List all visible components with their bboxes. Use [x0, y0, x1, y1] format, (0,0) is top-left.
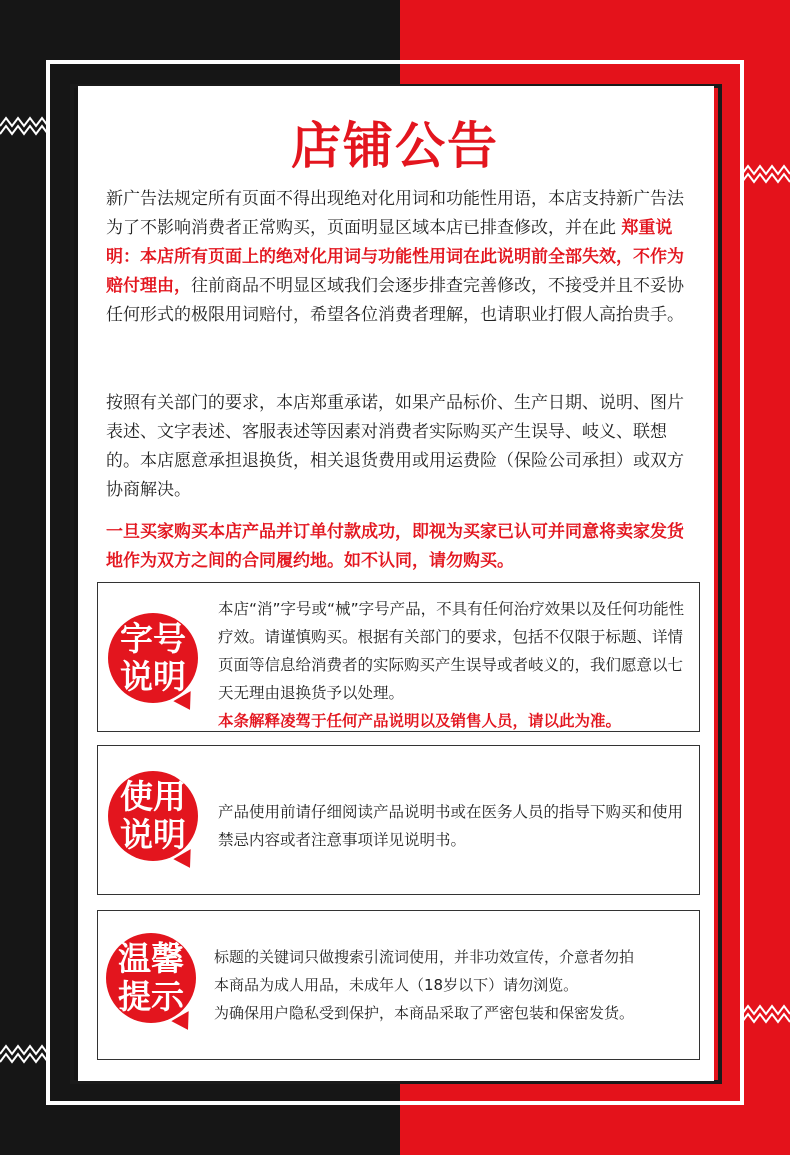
tip-line-1: 标题的关键词只做搜索引流词使用，并非功效宣传，介意者勿拍	[214, 948, 635, 966]
badge-line-1: 温馨	[118, 939, 184, 978]
notice-paragraph-1	[106, 185, 698, 330]
badge-line-1: 使用	[120, 777, 186, 816]
badge-tips	[106, 933, 196, 1023]
badge-line-2: 提示	[118, 977, 184, 1016]
paragraph-1-red-statement: 郑重说明：本店所有页面上的绝对化用词与功能性用词在此说明前全部失效，不作为赔付理由，	[106, 218, 684, 296]
box-1-body: 本店“消”字号或“械”字号产品，不具有任何治疗效果以及任何功能性疗效。请谨慎购买。根据有关部门的要求，包括不仅限于标题、详情页面等信息给消费者的实际购买产生误导或者岐义的，我们愿意以七天无理由退换货予以处理。	[218, 600, 685, 702]
box-3-text	[214, 943, 696, 1027]
tip-line-2: 本商品为成人用品，未成年人（18岁以下）请勿浏览。	[214, 976, 579, 994]
badge-usage	[108, 771, 198, 861]
badge-trademark	[108, 613, 198, 703]
page-title: 店铺公告	[291, 117, 499, 175]
badge-line-2: 说明	[120, 815, 186, 854]
info-box-usage	[97, 745, 700, 895]
zigzag-left-bottom-decoration	[0, 1040, 48, 1066]
info-box-trademark	[97, 582, 700, 732]
badge-line-2: 说明	[120, 657, 186, 696]
notice-paragraph-2: 按照有关部门的要求，本店郑重承诺，如果产品标价、生产日期、说明、图片表述、文字表述、客服表述等因素对消费者实际购买产生误导、岐义、联想的。本店愿意承担退换货，相关退货费用或用运费险（保险公司承担）或双方协商解决。	[106, 393, 684, 500]
badge-line-1: 字号	[120, 619, 186, 658]
box-2-text: 产品使用前请仔细阅读产品说明书或在医务人员的指导下购买和使用禁忌内容或者注意事项详见说明书。	[218, 803, 684, 849]
zigzag-right-bottom-decoration	[742, 1000, 790, 1026]
notice-paragraph-3: 一旦买家购买本店产品并订单付款成功，即视为买家已认可并同意将卖家发货地作为双方之间的合同履约地。如不认同，请勿购买。	[106, 522, 684, 571]
tip-line-3: 为确保用户隐私受到保护，本商品采取了严密包装和保密发货。	[214, 1004, 635, 1022]
paragraph-1-text-a: 新广告法规定所有页面不得出现绝对化用词和功能性用语，本店支持新广告法为了不影响消费者正常购买，页面明显区域本店已排查修改，并在此	[106, 189, 684, 238]
info-box-tips	[97, 910, 700, 1060]
box-1-text	[218, 595, 696, 735]
paragraph-1-text-b: 往前商品不明显区域我们会逐步排查完善修改，不接受并且不妥协任何形式的极限用词赔付，希望各位消费者理解，也请职业打假人高抬贵手。	[106, 276, 684, 325]
box-1-red-note: 本条解释凌驾于任何产品说明以及销售人员，请以此为准。	[218, 712, 622, 730]
